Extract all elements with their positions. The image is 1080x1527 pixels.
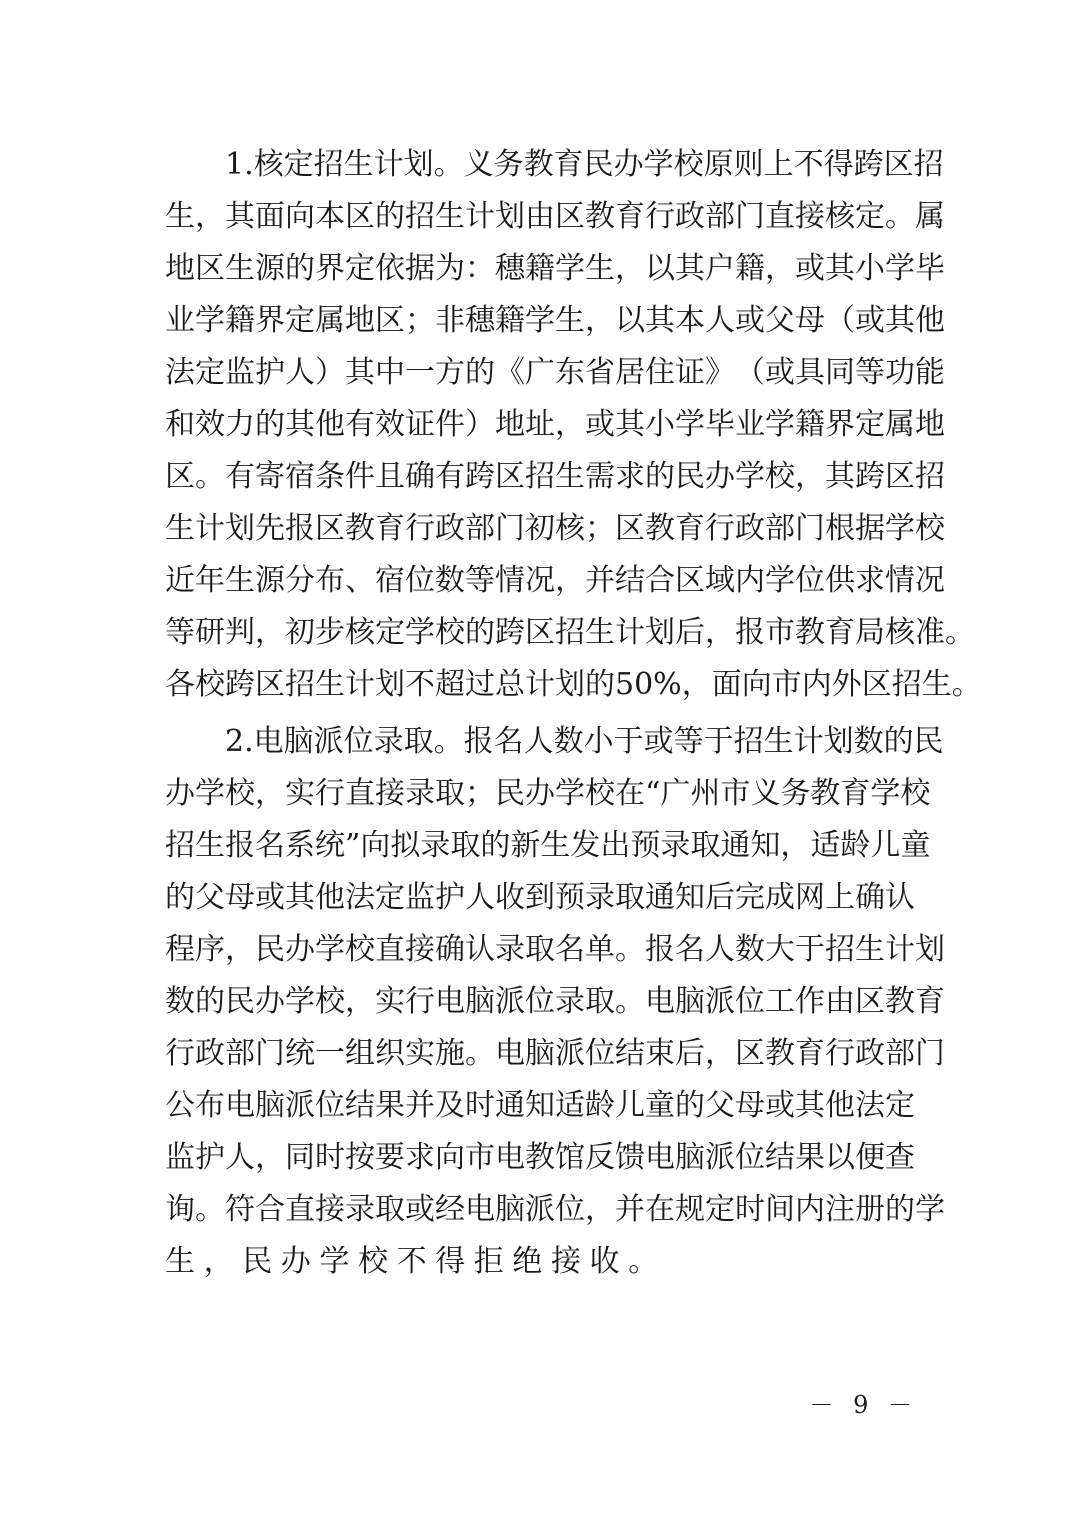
text-line: 生，民办学校不得拒绝接收。 (165, 1244, 667, 1279)
text-line: 2 . 电 脑 派 位 录 取 。 报 名 人 数 小 于 或 等 于 招 生 计 划 数 的 民 (225, 724, 944, 759)
text-line: 招 生 报 名 系 统 ” 向 拟 录 取 的 新 生 发 出 预 录 取 通 知 ， 适 龄 儿 童 (165, 828, 931, 863)
text-line: 监 护 人 ， 同 时 按 要 求 向 市 电 教 馆 反 馈 电 脑 派 位 结 果 以 便 查 (165, 1140, 915, 1175)
text-line: 各 校 跨 区 招 生 计 划 不 超 过 总 计 划 的 50% ， 面 向 市 内 外 区 招 生 。 (165, 667, 982, 702)
text-line: 询 。 符 合 直 接 录 取 或 经 电 脑 派 位 ， 并 在 规 定 时 间 内 注 册 的 学 (165, 1192, 945, 1227)
text-line: 1 . 核 定 招 生 计 划 。 义 务 教 育 民 办 学 校 原 则 上 不 得 跨 区 招 (225, 147, 944, 182)
text-line: 生 ， 其 面 向 本 区 的 招 生 计 划 由 区 教 育 行 政 部 门 直 接 核 定 。 属 (165, 199, 945, 234)
text-line: 区 。 有 寄 宿 条 件 且 确 有 跨 区 招 生 需 求 的 民 办 学 校 ， 其 跨 区 招 (165, 459, 945, 494)
page-number: － 9 － (809, 1391, 918, 1419)
text-line: 法 定 监 护 人 ） 其 中 一 方 的 《 广 东 省 居 住 证 》 （ 或 具 同 等 功 能 (165, 355, 945, 390)
text-line: 行 政 部 门 统 一 组 织 实 施 。 电 脑 派 位 结 束 后 ， 区 教 育 行 政 部 门 (165, 1036, 945, 1071)
text-line: 的 父 母 或 其 他 法 定 监 护 人 收 到 预 录 取 通 知 后 完 成 网 上 确 认 (165, 880, 915, 915)
text-line: 程 序 ， 民 办 学 校 直 接 确 认 录 取 名 单 。 报 名 人 数 大 于 招 生 计 划 (165, 932, 945, 967)
text-line: 生 计 划 先 报 区 教 育 行 政 部 门 初 核 ； 区 教 育 行 政 部 门 根 据 学 校 (165, 511, 945, 546)
text-line: 业 学 籍 界 定 属 地 区 ； 非 穗 籍 学 生 ， 以 其 本 人 或 父 母 （ 或 其 他 (165, 303, 945, 338)
text-line: 办 学 校 ， 实 行 直 接 录 取 ； 民 办 学 校 在 “ 广 州 市 义 务 教 育 学 校 (165, 776, 931, 811)
text-line: 公 布 电 脑 派 位 结 果 并 及 时 通 知 适 龄 儿 童 的 父 母 或 其 他 法 定 (165, 1088, 915, 1123)
text-line: 数 的 民 办 学 校 ， 实 行 电 脑 派 位 录 取 。 电 脑 派 位 工 作 由 区 教 育 (165, 984, 945, 1019)
text-line: 等 研 判 ， 初 步 核 定 学 校 的 跨 区 招 生 计 划 后 ， 报 市 教 育 局 核 准 。 (165, 615, 975, 650)
text-line: 近 年 生 源 分 布 、 宿 位 数 等 情 况 ， 并 结 合 区 域 内 学 位 供 求 情 况 (165, 563, 945, 598)
text-line: 和 效 力 的 其 他 有 效 证 件 ） 地 址 ， 或 其 小 学 毕 业 学 籍 界 定 属 地 (165, 407, 945, 442)
text-line: 地 区 生 源 的 界 定 依 据 为 ： 穗 籍 学 生 ， 以 其 户 籍 ， 或 其 小 学 毕 (165, 251, 945, 286)
